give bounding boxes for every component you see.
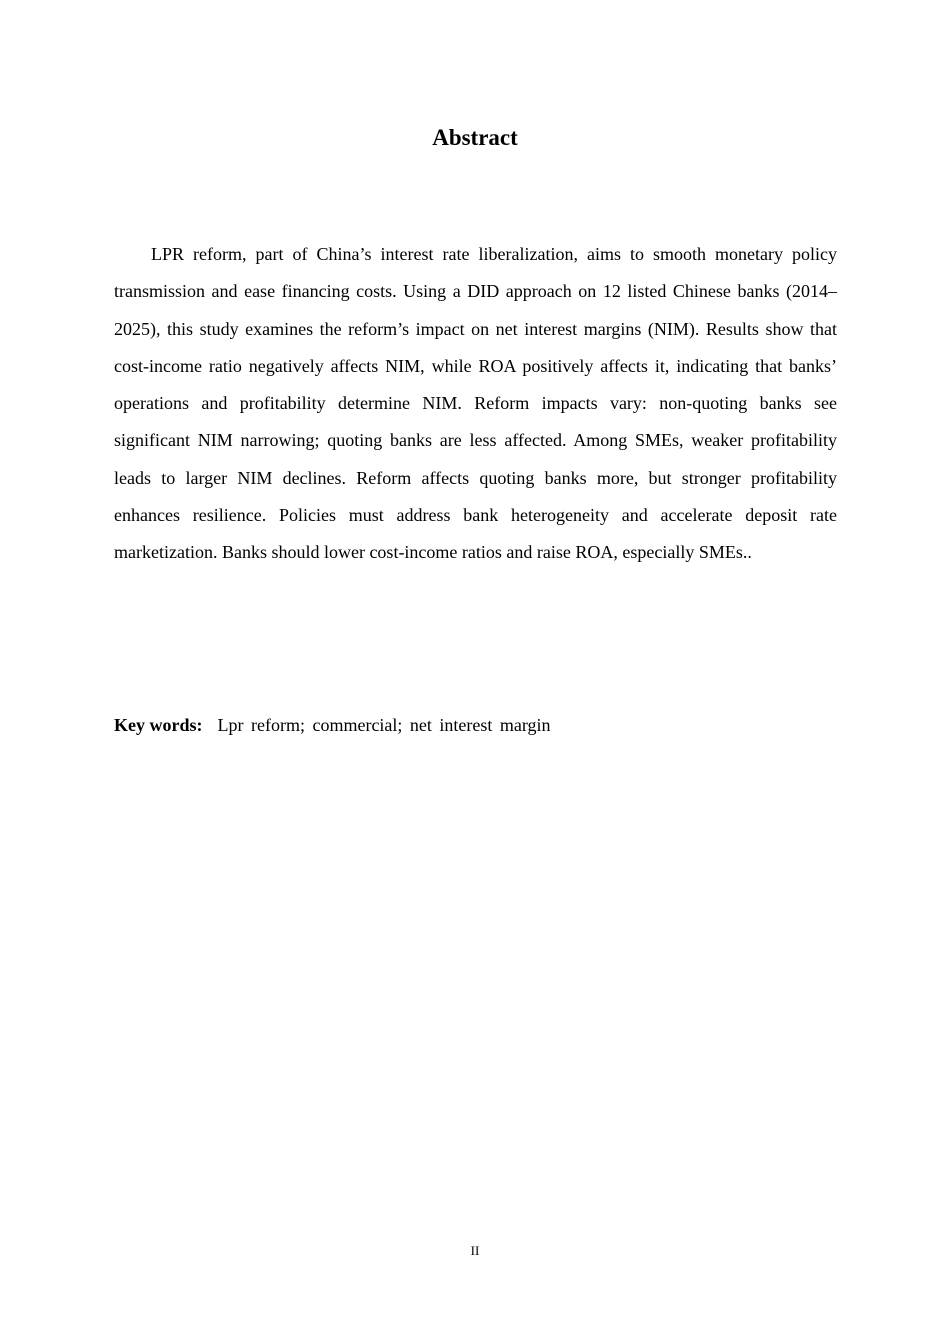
page-title: Abstract bbox=[432, 125, 518, 150]
keywords-list: Lpr reform; commercial; net interest margin bbox=[217, 715, 551, 735]
abstract-paragraph: LPR reform, part of China’s interest rate liberalization, aims to smooth monetary policy transmission and ease financing costs. Using a DID approach on 12 listed Chinese banks (2014–2025), this study examines the reform’s impact on net interest margins (NIM). Results show that cost-income ratio negatively affects NIM, while ROA positively affects it, indicating that banks’ operations and profitability determine NIM. Reform impacts vary: non-quoting banks see significant NIM narrowing; quoting banks are less affected. Among SMEs, weaker profitability leads to larger NIM declines. Reform affects quoting banks more, but stronger profitability enhances resilience. Policies must address bank heterogeneity and accelerate deposit rate marketization. Banks should lower cost-income ratios and raise ROA, especially SMEs.. bbox=[114, 244, 837, 563]
keywords-label: Key words: bbox=[114, 715, 203, 735]
page-number: II bbox=[470, 1243, 480, 1258]
keywords-line bbox=[114, 709, 837, 741]
